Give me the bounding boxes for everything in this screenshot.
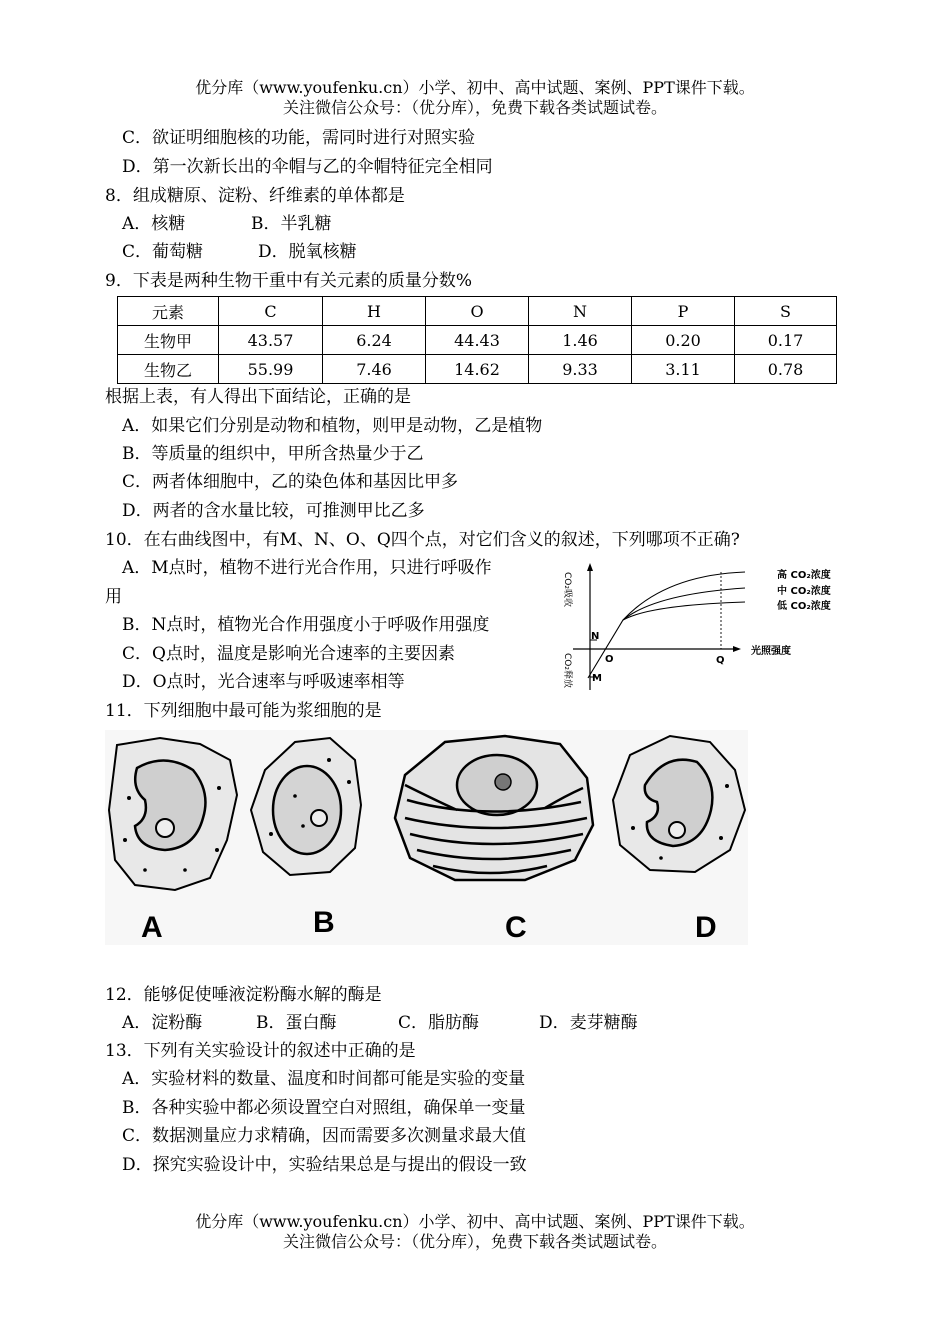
- q13-option-c: C．数据测量应力求精确，因而需要多次测量求最大值: [122, 1126, 527, 1146]
- q12-stem: 12．能够促使唾液淀粉酶水解的酶是: [105, 985, 382, 1005]
- legend-high: 高 CO₂浓度: [777, 570, 831, 581]
- q10-option-b: B．N点时，植物光合作用强度小于呼吸作用强度: [122, 615, 490, 635]
- table-cell: 生物甲: [118, 326, 219, 355]
- y-bottom-label: CO₂释放: [562, 653, 572, 688]
- legend-low: 低 CO₂浓度: [777, 601, 831, 612]
- table-cell: 6.24: [323, 326, 426, 355]
- q7-option-d: D．第一次新长出的伞帽与乙的伞帽特征完全相同: [122, 157, 493, 177]
- q8-option-b: B．半乳糖: [251, 214, 332, 234]
- cell-label-c: C: [505, 911, 527, 944]
- q13-option-a: A．实验材料的数量、温度和时间都可能是实验的变量: [122, 1069, 526, 1089]
- table-cell: 44.43: [426, 326, 529, 355]
- q13-stem: 13．下列有关实验设计的叙述中正确的是: [105, 1041, 416, 1061]
- footer-line-1: 优分库（www.youfenku.cn）小学、初中、高中试题、案例、PPT课件下载。: [195, 1212, 755, 1231]
- table-cell: 3.11: [632, 355, 735, 384]
- q13-option-d: D．探究实验设计中，实验结果总是与提出的假设一致: [122, 1155, 527, 1175]
- table-row: [118, 355, 837, 384]
- q9-option-a: A．如果它们分别是动物和植物，则甲是动物，乙是植物: [122, 416, 543, 436]
- table-cell: 0.20: [632, 326, 735, 355]
- q9-option-d: D．两者的含水量比较，可推测甲比乙多: [122, 501, 425, 521]
- q7-option-c: C．欲证明细胞核的功能，需同时进行对照实验: [122, 128, 476, 148]
- element-table: [117, 296, 837, 384]
- header-line-1: 优分库（www.youfenku.cn）小学、初中、高中试题、案例、PPT课件下载。: [195, 78, 755, 97]
- table-cell: 1.46: [529, 326, 632, 355]
- cell-figure: [105, 730, 748, 945]
- header-line-2: 关注微信公众号：（优分库），免费下载各类试题试卷。: [282, 98, 667, 117]
- table-cell: 9.33: [529, 355, 632, 384]
- q10-option-a: A．M点时，植物不进行光合作用，只进行呼吸作: [122, 558, 492, 578]
- cell-label-a: A: [141, 911, 163, 944]
- curve-low-co2: [623, 602, 745, 620]
- cell-c-drawing: [395, 736, 593, 880]
- x-label: 光照强度: [751, 646, 791, 657]
- q8-option-d: D．脱氧核糖: [258, 242, 357, 262]
- table-header-row: [118, 297, 837, 326]
- table-cell: 7.46: [323, 355, 426, 384]
- table-cell: P: [632, 297, 735, 326]
- q9-option-b: B．等质量的组织中，甲所含热量少于乙: [122, 444, 424, 464]
- point-m-label: M: [592, 673, 602, 684]
- cell-label-d: D: [695, 911, 717, 944]
- q12-option-b: B．蛋白酶: [256, 1013, 337, 1033]
- table-row: [118, 326, 837, 355]
- q12-option-d: D．麦芽糖酶: [539, 1013, 638, 1033]
- cell-label-b: B: [313, 906, 335, 939]
- light-curve-diagram: [555, 560, 855, 700]
- table-cell: 0.78: [735, 355, 837, 384]
- y-top-label: CO₂吸收: [562, 572, 572, 607]
- table-cell: C: [219, 297, 323, 326]
- q10-option-d: D．O点时，光合速率与呼吸速率相等: [122, 672, 405, 692]
- table-cell: 生物乙: [118, 355, 219, 384]
- x-axis-arrow: [733, 646, 741, 652]
- table-cell: N: [529, 297, 632, 326]
- q9-stem: 9．下表是两种生物干重中有关元素的质量分数%: [105, 271, 472, 291]
- q12-option-c: C．脂肪酶: [398, 1013, 480, 1033]
- table-cell: 0.17: [735, 326, 837, 355]
- y-axis-arrow: [587, 563, 593, 571]
- q10-option-c: C．Q点时，温度是影响光合速率的主要因素: [122, 644, 455, 664]
- q8-option-c: C．葡萄糖: [122, 242, 204, 262]
- q11-stem: 11．下列细胞中最可能为浆细胞的是: [105, 701, 382, 721]
- table-cell: 55.99: [219, 355, 323, 384]
- point-n-label: N: [591, 631, 600, 642]
- q13-option-b: B．各种实验中都必须设置空白对照组，确保单一变量: [122, 1098, 526, 1118]
- table-cell: 43.57: [219, 326, 323, 355]
- q9-lead: 根据上表，有人得出下面结论，正确的是: [105, 387, 411, 407]
- q9-option-c: C．两者体细胞中，乙的染色体和基因比甲多: [122, 472, 459, 492]
- footer-line-2: 关注微信公众号：（优分库），免费下载各类试题试卷。: [282, 1232, 667, 1251]
- point-q-label: Q: [716, 655, 725, 666]
- table-cell: 14.62: [426, 355, 529, 384]
- q12-option-a: A．淀粉酶: [122, 1013, 203, 1033]
- legend-mid: 中 CO₂浓度: [777, 586, 831, 597]
- table-cell: 元素: [118, 297, 219, 326]
- q8-option-a: A．核糖: [122, 214, 186, 234]
- point-o-label: O: [605, 654, 614, 665]
- q10-stem: 10．在右曲线图中，有M、N、O、Q四个点，对它们含义的叙述，下列哪项不正确?: [105, 530, 740, 550]
- table-cell: S: [735, 297, 837, 326]
- table-cell: O: [426, 297, 529, 326]
- q10-option-a-cont: 用: [105, 587, 122, 607]
- table-cell: H: [323, 297, 426, 326]
- q8-stem: 8．组成糖原、淀粉、纤维素的单体都是: [105, 186, 405, 206]
